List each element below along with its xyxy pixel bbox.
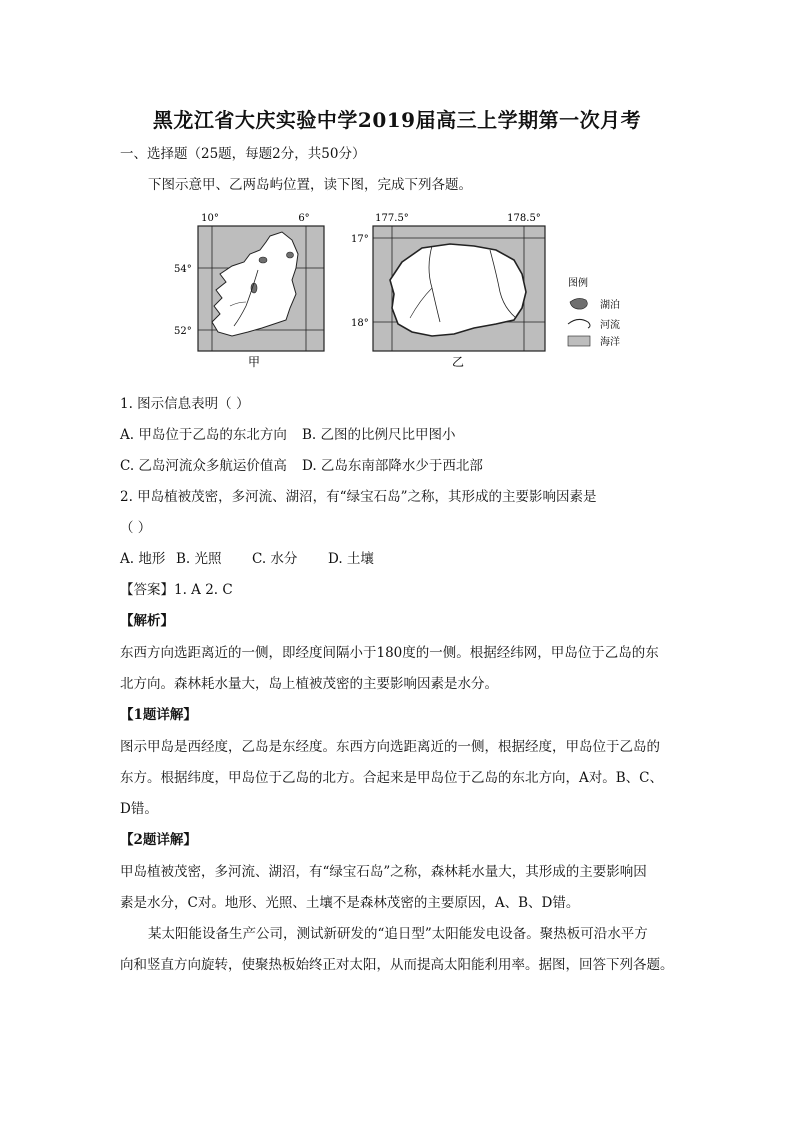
q2-paren: （ ） <box>120 520 152 536</box>
q2-option-c: C. 水分 <box>252 551 298 567</box>
ocean-icon <box>568 336 590 346</box>
question-intro: 下图示意甲、乙两岛屿位置，读下图，完成下列各题。 <box>148 177 472 193</box>
map-b-island <box>390 244 526 336</box>
legend-ocean: 海洋 <box>600 337 620 348</box>
map-a-lat-top: 54° <box>174 264 192 275</box>
page-title: 黑龙江省大庆实验中学2019届高三上学期第一次月考 <box>152 108 642 132</box>
legend-title: 图例 <box>568 278 588 289</box>
map-a-caption: 甲 <box>247 355 261 369</box>
map-a-lat-bottom: 52° <box>174 326 192 337</box>
map-a-lon-right: 6° <box>298 213 310 224</box>
q1-option-a: A. 甲岛位于乙岛的东北方向 <box>120 427 287 443</box>
answer-line: 【答案】1. A 2. C <box>120 582 233 598</box>
lake-icon <box>287 252 294 258</box>
q2-option-b: B. 光照 <box>176 551 222 567</box>
analysis-line: 北方向。森林耗水量大，岛上植被茂密的主要影响因素是水分。 <box>120 676 498 692</box>
q2-stem: 2. 甲岛植被茂密，多河流、湖沼，有“绿宝石岛”之称，其形成的主要影响因素是 <box>120 489 597 505</box>
q1-option-c: C. 乙岛河流众多航运价值高 <box>120 458 287 474</box>
detail1-line: 东方。根据纬度，甲岛位于乙岛的北方。合起来是甲岛位于乙岛的东北方向，A对。B、C、 <box>120 770 663 786</box>
river-icon <box>568 319 590 328</box>
q2-option-a: A. 地形 <box>120 551 166 567</box>
legend-lake: 湖泊 <box>600 300 620 311</box>
map-a <box>174 213 324 369</box>
map-b-lon-left: 177.5° <box>375 213 409 224</box>
q1-options-row2 <box>120 456 690 476</box>
section-heading: 一、选择题（25题，每题2分，共50分） <box>120 146 366 162</box>
map-b <box>351 213 545 369</box>
lake-icon <box>259 257 267 263</box>
detail1-line: 图示甲岛是西经度，乙岛是东经度。东西方向选距离近的一侧，根据经度，甲岛位于乙岛的 <box>120 739 660 755</box>
analysis-label: 【解析】 <box>120 613 174 629</box>
island-maps-figure <box>170 210 650 375</box>
q1-option-d: D. 乙岛东南部降水少于西北部 <box>302 458 483 474</box>
lake-icon <box>251 283 257 293</box>
legend-river: 河流 <box>600 320 620 331</box>
detail2-line: 甲岛植被茂密，多河流、湖沼，有“绿宝石岛”之称，森林耗水量大，其形成的主要影响因 <box>120 864 647 880</box>
lake-icon <box>570 298 587 309</box>
detail2-label: 【2题详解】 <box>120 832 197 848</box>
map-b-lon-right: 178.5° <box>507 213 541 224</box>
q2-options <box>120 549 690 569</box>
map-b-lat-bottom: 18° <box>351 318 369 329</box>
q2-option-d: D. 土壤 <box>328 551 374 567</box>
detail2-line: 素是水分，C对。地形、光照、土壤不是森林茂密的主要原因，A、B、D错。 <box>120 895 580 911</box>
q1-options-row1 <box>120 425 690 445</box>
question-intro-2: 向和竖直方向旋转，使聚热板始终正对太阳，从而提高太阳能利用率。据图，回答下列各题。 <box>120 957 674 973</box>
map-a-lon-left: 10° <box>201 213 219 224</box>
analysis-line: 东西方向选距离近的一侧，即经度间隔小于180度的一侧。根据经纬网，甲岛位于乙岛的东 <box>120 645 659 661</box>
map-legend <box>568 276 620 348</box>
detail1-label: 【1题详解】 <box>120 707 197 723</box>
q1-option-b: B. 乙图的比例尺比甲图小 <box>302 427 456 443</box>
map-b-lat-top: 17° <box>351 234 369 245</box>
map-b-caption: 乙 <box>451 355 465 369</box>
q1-stem: 1. 图示信息表明（ ） <box>120 396 250 412</box>
detail1-line: D错。 <box>120 801 158 817</box>
question-intro-2: 某太阳能设备生产公司，测试新研发的“追日型”太阳能发电设备。聚热板可沿水平方 <box>148 926 648 942</box>
